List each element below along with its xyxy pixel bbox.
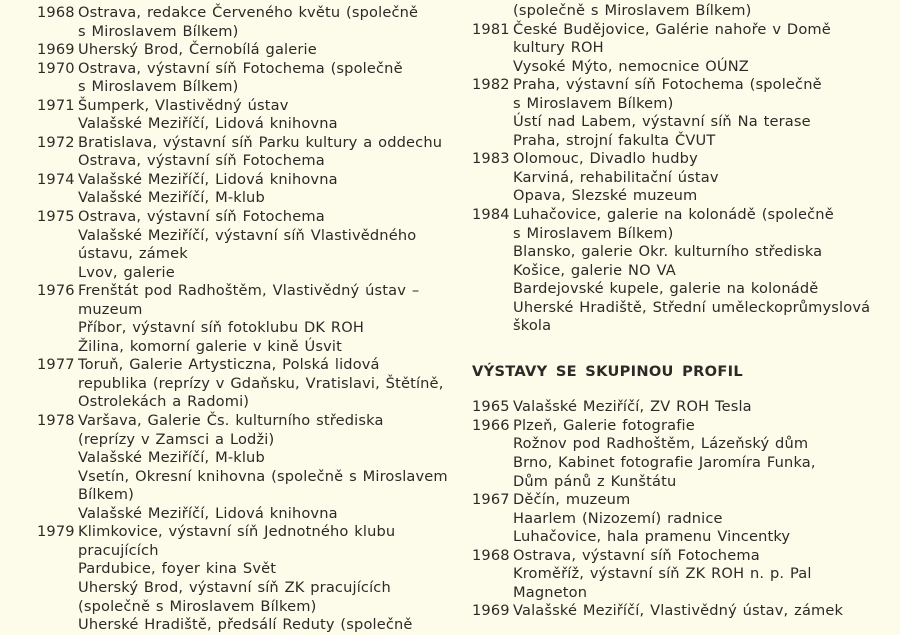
exhibition-entry (37, 60, 467, 97)
venue-line: Dům pánů z Kunštátu (513, 472, 677, 490)
venue-line: Kroměříž, výstavní síň ZK ROH n. p. Pal (513, 565, 812, 583)
entry-year: 1967 (472, 491, 510, 509)
venue-line: Bratislava, výstavní síň Parku kultury a oddechu (78, 133, 443, 151)
entry-year: 1981 (472, 20, 510, 38)
venue-line: Valašské Meziříčí, M-klub (78, 189, 265, 207)
venue-line: Šumperk, Vlastivědný ústav (78, 96, 289, 114)
entry-venues (78, 523, 467, 634)
venue-line: Lvov, galerie (78, 263, 175, 281)
venue-line: Rožnov pod Radhoštěm, Lázeňský dům (513, 435, 809, 453)
venue-line: Brno, Kabinet fotografie Jaromíra Funka, (513, 454, 816, 472)
entry-year: 1974 (37, 170, 75, 188)
venue-line: ústavu, zámek (78, 245, 188, 263)
entry-year: 1966 (472, 416, 510, 434)
entry-venues (78, 60, 467, 97)
venue-line: Varšava, Galerie Čs. kulturního střediska (78, 412, 384, 430)
venue-line: Děčín, muzeum (513, 491, 631, 509)
entry-year: 1979 (37, 523, 75, 541)
entry-year: 1969 (37, 41, 75, 59)
venue-line: Ostrava, výstavní síň Fotochema (společně (78, 59, 403, 77)
entry-venues (78, 4, 467, 41)
venue-line: Vsetín, Okresní knihovna (společně s Miroslavem (78, 467, 448, 485)
venue-line: Praha, výstavní síň Fotochema (společně (513, 76, 822, 94)
venue-line: Uherský Brod, výstavní síň ZK pracujících (78, 578, 391, 596)
solo-exhibitions-continued (472, 2, 892, 336)
venue-line: Košice, galerie NO VA (513, 261, 676, 279)
venue-line: Praha, strojní fakulta ČVUT (513, 131, 716, 149)
venue-line: Pardubice, foyer kina Svět (78, 560, 277, 578)
exhibition-entry (472, 398, 892, 417)
exhibition-entry (37, 41, 467, 60)
entry-venues (78, 134, 467, 171)
exhibition-entry (472, 2, 892, 21)
venue-line: Ostrava, výstavní síň Fotochema (78, 152, 325, 170)
venue-line: Uherské Hradiště, předsálí Reduty (společně (78, 616, 413, 634)
entry-venues (78, 208, 467, 282)
entry-year: 1984 (472, 206, 510, 224)
entry-year (472, 2, 513, 21)
venue-line: muzeum (78, 300, 143, 318)
venue-line: Valašské Meziříčí, Lidová knihovna (78, 115, 338, 133)
venue-line: (společně s Miroslavem Bílkem) (78, 597, 317, 615)
entry-venues (78, 41, 467, 60)
exhibition-entry (37, 4, 467, 41)
group-exhibitions-list (472, 398, 892, 621)
venue-line: Klimkovice, výstavní síň Jednotného klubu (78, 523, 396, 541)
section-heading-group-exhibitions: VÝSTAVY SE SKUPINOU PROFIL (472, 362, 743, 380)
entry-year: 1970 (37, 59, 75, 77)
entry-venues (513, 417, 892, 491)
venue-line: České Budějovice, Galérie nahoře v Domě (513, 20, 831, 38)
exhibition-entry (37, 523, 467, 634)
left-column (37, 4, 467, 635)
venue-line: (společně s Miroslavem Bílkem) (513, 2, 752, 19)
venue-line: Uherský Brod, Černobílá galerie (78, 41, 317, 59)
venue-line: Valašské Meziříčí, výstavní síň Vlastivědného (78, 226, 417, 244)
venue-line: Luhačovice, galerie na kolonádě (společně (513, 206, 834, 224)
venue-line: Valašské Meziříčí, Lidová knihovna (78, 504, 338, 522)
venue-line: Valašské Meziříčí, ZV ROH Tesla (513, 398, 752, 416)
exhibition-entry (472, 491, 892, 547)
venue-line: Ostrava, výstavní síň Fotochema (78, 208, 325, 226)
exhibition-entry (472, 150, 892, 206)
entry-venues (513, 76, 892, 150)
entry-year: 1983 (472, 150, 510, 168)
entry-year: 1976 (37, 282, 75, 300)
entry-year: 1982 (472, 76, 510, 94)
venue-line: republika (reprízy v Gdaňsku, Vratislavi, Štětíně, (78, 374, 444, 392)
venue-line: Opava, Slezské muzeum (513, 187, 698, 205)
venue-line: Olomouc, Divadlo hudby (513, 150, 698, 168)
venue-line: pracujících (78, 541, 159, 559)
exhibition-entry (37, 134, 467, 171)
exhibition-entry (37, 97, 467, 134)
venue-line: Blansko, galerie Okr. kulturního střediska (513, 243, 823, 261)
venue-line: Valašské Meziříčí, Vlastivědný ústav, zámek (513, 602, 844, 620)
venue-line: Ostrava, výstavní síň Fotochema (513, 546, 760, 564)
exhibition-entry (37, 356, 467, 412)
venue-line: škola (513, 317, 552, 335)
venue-line: Toruň, Galerie Artysticzna, Polská lidová (78, 356, 380, 374)
entry-year: 1978 (37, 412, 75, 430)
venue-line: s Miroslavem Bílkem) (78, 22, 239, 40)
entry-year: 1965 (472, 398, 510, 416)
venue-line: Haarlem (Nizozemí) radnice (513, 509, 723, 527)
exhibition-entry (472, 21, 892, 77)
venue-line: Uherské Hradiště, Střední uměleckoprůmyslová (513, 298, 871, 316)
entry-year: 1968 (472, 546, 510, 564)
entry-venues (513, 206, 892, 336)
exhibition-entry (37, 171, 467, 208)
venue-line: Plzeň, Galerie fotografie (513, 416, 695, 434)
venue-line: Bílkem) (78, 486, 134, 504)
entry-venues (513, 398, 892, 417)
exhibition-entry (472, 547, 892, 603)
venue-line: kultury ROH (513, 39, 604, 57)
entry-venues (513, 602, 892, 621)
venue-line: Valašské Meziříčí, M-klub (78, 449, 265, 467)
venue-line: Žilina, komorní galerie v kině Úsvit (78, 337, 342, 355)
entry-venues (78, 412, 467, 523)
exhibition-entry (37, 282, 467, 356)
venue-line: Příbor, výstavní síň fotoklubu DK ROH (78, 319, 364, 337)
entry-venues (513, 21, 892, 77)
venue-line: s Miroslavem Bílkem) (513, 94, 674, 112)
entry-venues (513, 2, 892, 21)
entry-year: 1975 (37, 208, 75, 226)
entry-venues (513, 547, 892, 603)
entry-venues (78, 97, 467, 134)
exhibition-entry (472, 206, 892, 336)
venue-line: Luhačovice, hala pramenu Vincentky (513, 528, 791, 546)
exhibition-entry (472, 602, 892, 621)
venue-line: Bardejovské kupele, galerie na kolonádě (513, 280, 819, 298)
venue-line: s Miroslavem Bílkem) (513, 224, 674, 242)
entry-venues (513, 150, 892, 206)
entry-venues (513, 491, 892, 547)
entry-year: 1972 (37, 133, 75, 151)
venue-line: Magneton (513, 583, 588, 601)
entry-venues (78, 171, 467, 208)
venue-line: Vysoké Mýto, nemocnice OÚNZ (513, 57, 749, 75)
venue-line: Ostrava, redakce Červeného květu (společně (78, 4, 419, 21)
venue-line: Valašské Meziříčí, Lidová knihovna (78, 170, 338, 188)
entry-year: 1977 (37, 356, 75, 374)
venue-line: Frenštát pod Radhoštěm, Vlastivědný ústav – (78, 282, 420, 300)
entry-year: 1968 (37, 4, 75, 21)
right-column (472, 2, 892, 621)
entry-venues (78, 356, 467, 412)
entry-year: 1969 (472, 602, 510, 620)
venue-line: Karviná, rehabilitační ústav (513, 168, 719, 186)
venue-line: Ústí nad Labem, výstavní síň Na terase (513, 113, 811, 131)
venue-line: Ostrolekách a Radomi) (78, 393, 250, 411)
entry-year: 1971 (37, 96, 75, 114)
entry-venues (78, 282, 467, 356)
venue-line: s Miroslavem Bílkem) (78, 78, 239, 96)
venue-line: (reprízy v Zamsci a Lodži) (78, 430, 275, 448)
exhibition-entry (37, 208, 467, 282)
exhibition-entry (37, 412, 467, 523)
exhibition-entry (472, 76, 892, 150)
exhibition-entry (472, 417, 892, 491)
